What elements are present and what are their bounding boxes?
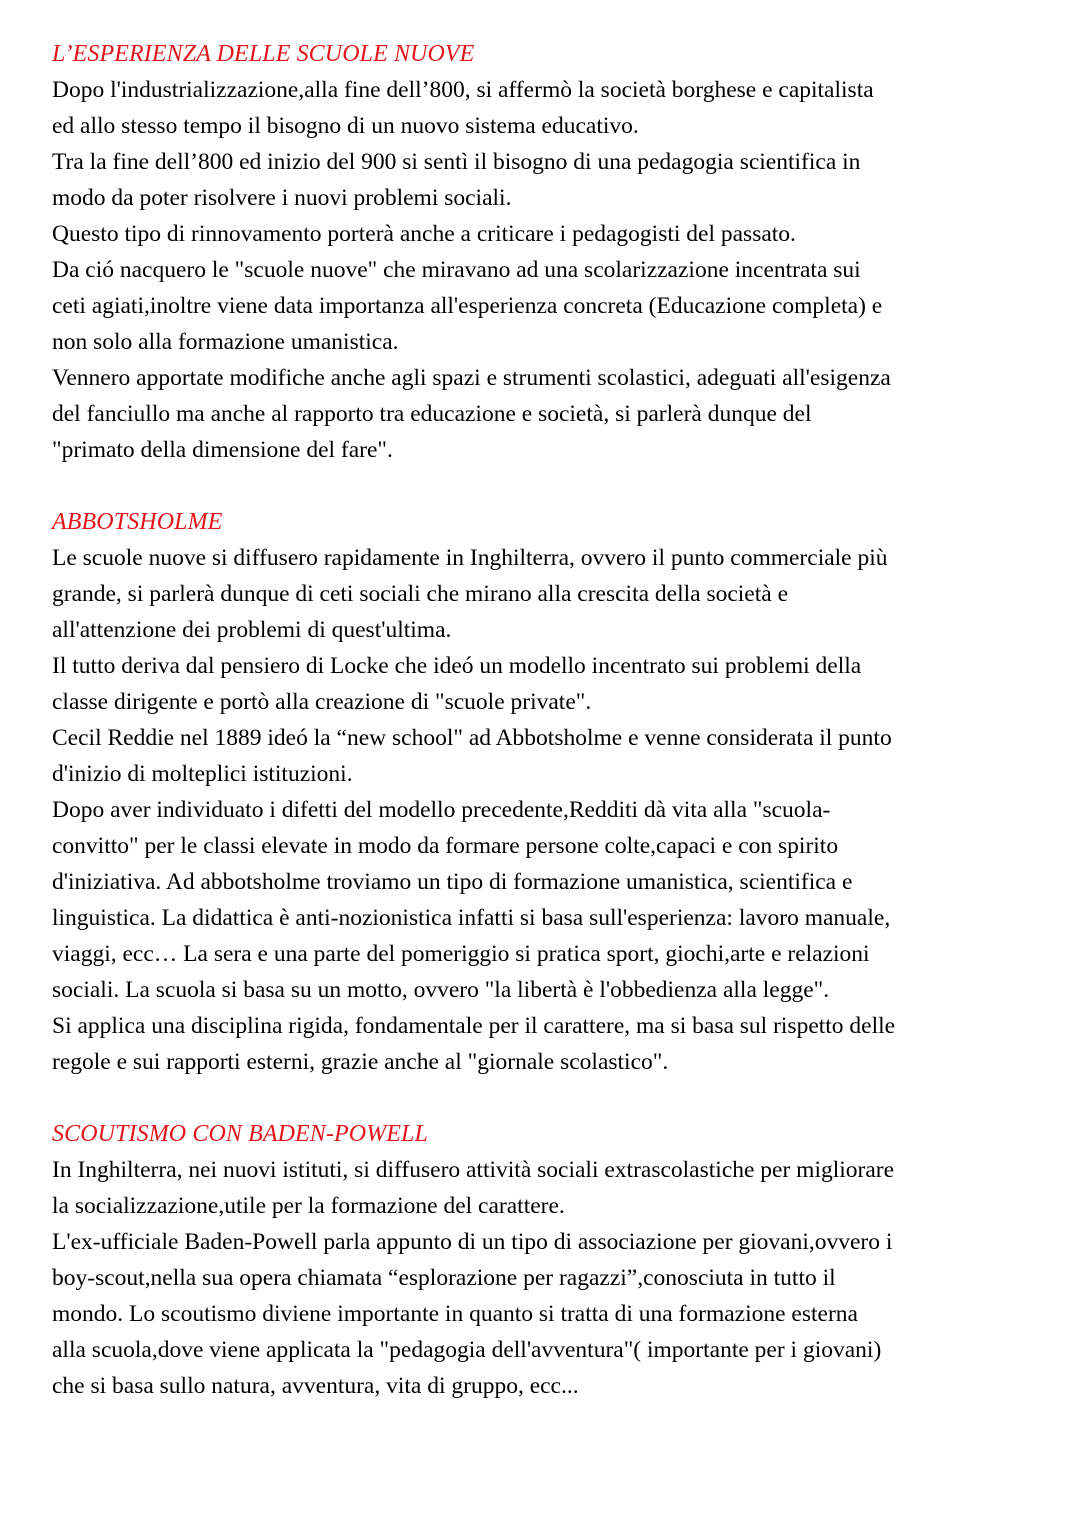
text-line: ed allo stesso tempo il bisogno di un nuovo sistema educativo. (52, 113, 639, 139)
text-line: non solo alla formazione umanistica. (52, 329, 399, 355)
text-line: Le scuole nuove si diffusero rapidamente in Inghilterra, ovvero il punto commerciale più (52, 545, 888, 571)
text-line: Dopo l'industrializzazione,alla fine dell’800, si affermò la società borghese e capitalista (52, 77, 874, 103)
text-line: Tra la fine dell’800 ed inizio del 900 si sentì il bisogno di una pedagogia scientifica in (52, 149, 861, 175)
text-line: "primato della dimensione del fare". (52, 437, 393, 463)
text-line: L'ex-ufficiale Baden-Powell parla appunto di un tipo di associazione per giovani,ovvero i (52, 1229, 893, 1255)
text-line: regole e sui rapporti esterni, grazie anche al "giornale scolastico". (52, 1049, 669, 1075)
text-line: classe dirigente e portò alla creazione di "scuole private". (52, 689, 592, 715)
text-line: linguistica. La didattica è anti-nozionistica infatti si basa sull'esperienza: lavoro manuale, (52, 905, 891, 931)
text-line: che si basa sullo natura, avventura, vita di gruppo, ecc... (52, 1373, 579, 1399)
text-line: ceti agiati,inoltre viene data importanza all'esperienza concreta (Educazione completa) e (52, 293, 883, 319)
text-line: boy-scout,nella sua opera chiamata “esplorazione per ragazzi”,conosciuta in tutto il (52, 1265, 836, 1291)
text-line: convitto" per le classi elevate in modo da formare persone colte,capaci e con spirito (52, 833, 839, 859)
section-body (52, 540, 1042, 1080)
text-line: mondo. Lo scoutismo diviene importante in quanto si tratta di una formazione esterna (52, 1301, 858, 1327)
text-line: viaggi, ecc… La sera e una parte del pomeriggio si pratica sport, giochi,arte e relazioni (52, 941, 870, 967)
text-line: Il tutto deriva dal pensiero di Locke che ideó un modello incentrato sui problemi della (52, 653, 862, 679)
text-line: d'iniziativa. Ad abbotsholme troviamo un tipo di formazione umanistica, scientifica e (52, 869, 853, 895)
text-line: Cecil Reddie nel 1889 ideó la “new school" ad Abbotsholme e venne considerata il punto (52, 725, 892, 751)
text-line: Questo tipo di rinnovamento porterà anche a criticare i pedagogisti del passato. (52, 221, 796, 247)
text-line: In Inghilterra, nei nuovi istituti, si diffusero attività sociali extrascolastiche per migliorare (52, 1157, 895, 1183)
section-scoutismo (52, 1116, 1042, 1404)
text-line: la socializzazione,utile per la formazione del carattere. (52, 1193, 565, 1219)
text-line: grande, si parlerà dunque di ceti sociali che mirano alla crescita della società e (52, 581, 788, 607)
text-line: modo da poter risolvere i nuovi problemi sociali. (52, 185, 512, 211)
text-line: Vennero apportate modifiche anche agli spazi e strumenti scolastici, adeguati all'esigenza (52, 365, 891, 391)
text-line: alla scuola,dove viene applicata la "pedagogia dell'avventura"( importante per i giovani) (52, 1337, 882, 1363)
text-line: all'attenzione dei problemi di quest'ultima. (52, 617, 452, 643)
text-line: Dopo aver individuato i difetti del modello precedente,Redditi dà vita alla "scuola- (52, 797, 831, 823)
section-body (52, 1152, 1042, 1404)
text-line: del fanciullo ma anche al rapporto tra educazione e società, si parlerà dunque del (52, 401, 812, 427)
section-abbotsholme (52, 504, 1042, 1080)
section-scuole-nuove (52, 36, 1042, 468)
text-line: Da ció nacquero le "scuole nuove" che miravano ad una scolarizzazione incentrata sui (52, 257, 861, 283)
text-line: d'inizio di molteplici istituzioni. (52, 761, 353, 787)
section-spacer (52, 468, 1042, 504)
section-spacer (52, 1080, 1042, 1116)
section-body (52, 72, 1042, 468)
section-title: SCOUTISMO CON BADEN-POWELL (52, 1121, 428, 1147)
section-title: L’ESPERIENZA DELLE SCUOLE NUOVE (52, 41, 475, 67)
text-line: Si applica una disciplina rigida, fondamentale per il carattere, ma si basa sul rispetto delle (52, 1013, 896, 1039)
text-line: sociali. La scuola si basa su un motto, ovvero "la libertà è l'obbedienza alla legge". (52, 977, 830, 1003)
section-title: ABBOTSHOLME (52, 509, 223, 535)
document-page (52, 36, 1042, 1404)
